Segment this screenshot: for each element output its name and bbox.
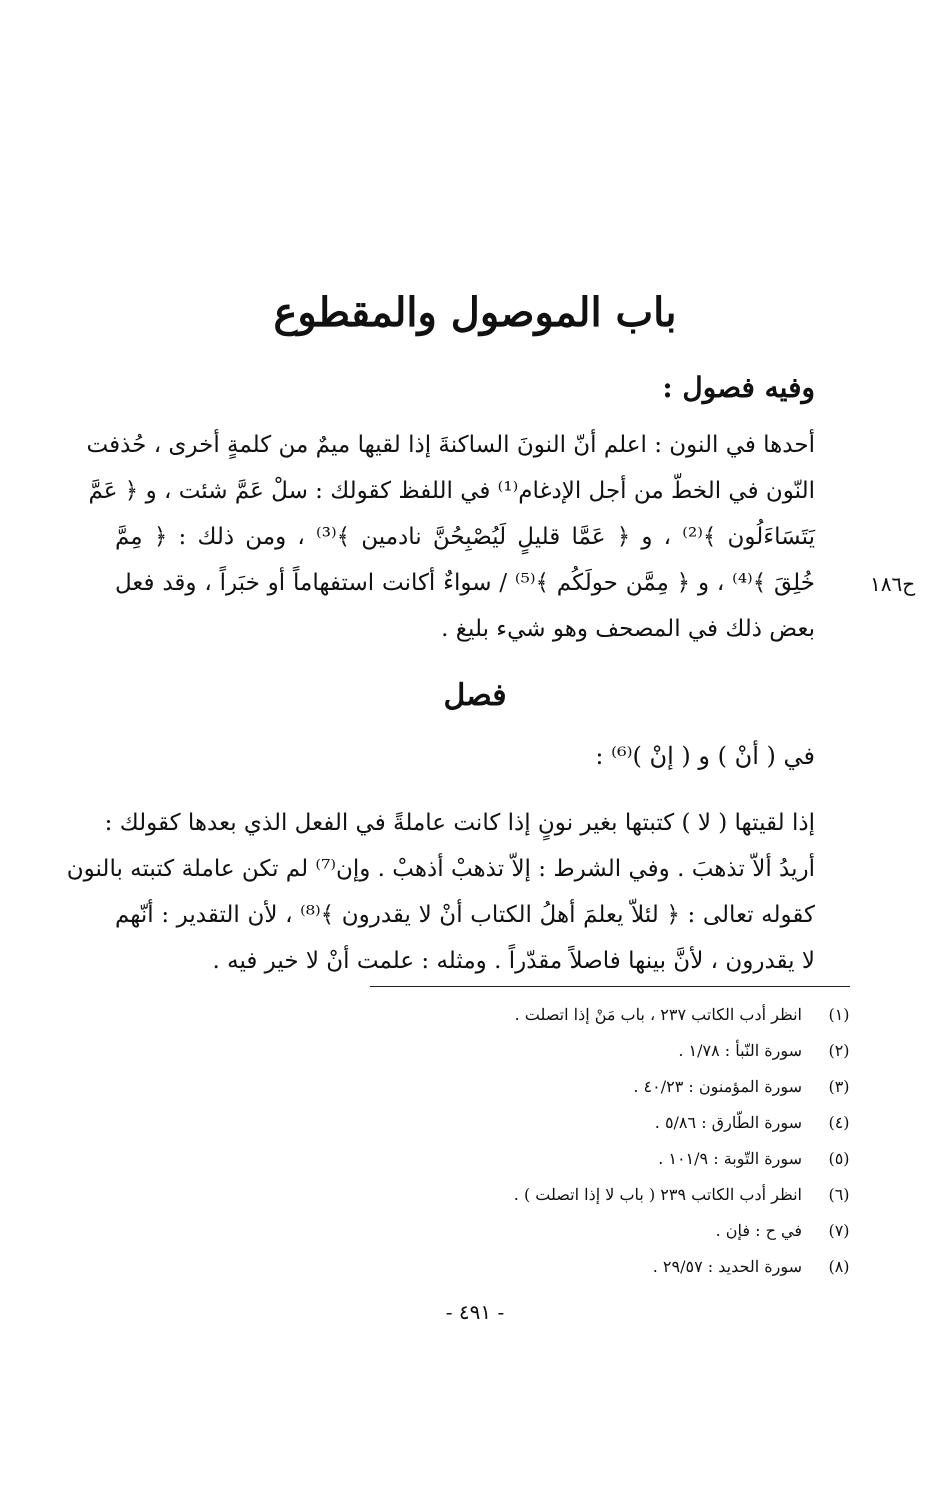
footnote-text: انظر أدب الكاتب ٢٣٩ ( باب لا إذا اتصلت ) . xyxy=(513,1184,802,1204)
footnote-number: (١) xyxy=(828,1004,850,1024)
footnote-text: سورة الحديد : ٢٩/٥٧ . xyxy=(652,1256,802,1276)
footnote xyxy=(102,1104,862,1140)
paragraph-line: يَتَسَاءَلُون ﴾⁽²⁾ ، و ﴿ عَمَّا قليلٍ لَيُصْبِحُنَّ نادمين ﴾⁽³⁾ ، ومن ذلك : ﴿ مِمَّ xyxy=(115,524,815,550)
footnote xyxy=(102,1140,862,1176)
footnote-text: سورة التّوبة : ١٠١/٩ . xyxy=(658,1148,802,1168)
footnote xyxy=(102,1032,862,1068)
footnote-text: في ح : فإن . xyxy=(715,1220,802,1240)
footnote xyxy=(102,1068,862,1104)
chapter-subheading: وفيه فصول : xyxy=(662,371,815,404)
footnote-number: (٣) xyxy=(828,1076,850,1096)
section-title: فصل xyxy=(443,678,507,713)
footnote-number: (٥) xyxy=(828,1148,850,1168)
footnote xyxy=(102,1176,862,1212)
footnote-text: سورة المؤمنون : ٤٠/٢٣ . xyxy=(633,1076,802,1096)
paragraph-nun xyxy=(86,422,816,652)
chapter-title: باب الموصول والمقطوع xyxy=(273,289,677,336)
paragraph-line: أريدُ ألاّ تذهبَ . وفي الشرط : إلاّ تذهبْ أذهبْ . وإن⁽⁷⁾ لم تكن عاملة كتبته بالنون xyxy=(66,856,815,882)
paragraph-line: خُلِقَ ﴾⁽⁴⁾ ، و ﴿ مِمَّن حولَكُم ﴾⁽⁵⁾ / سواءٌ أكانت استفهاماً أو خبَراً ، وقد فعل xyxy=(115,570,816,596)
paragraph-line: النّون في الخطّ من أجل الإدغام⁽¹⁾ في اللفظ كقولك : سلْ عَمَّ شئت ، و ﴿ عَمَّ xyxy=(88,478,815,504)
footnote xyxy=(102,1212,862,1248)
paragraph-line: كقوله تعالى : ﴿ لئلاّ يعلمَ أهلُ الكتاب أنْ لا يقدرون ﴾⁽⁸⁾ ، لأن التقدير : أنّهم xyxy=(115,902,815,928)
footnote-number: (٨) xyxy=(828,1256,850,1276)
footnote-text: انظر أدب الكاتب ٢٣٧ ، باب مَنْ إذا اتصلت . xyxy=(514,1004,802,1024)
footnote-number: (٧) xyxy=(828,1220,850,1240)
paragraph-line: لا يقدرون ، لأنَّ بينها فاصلاً مقدّراً . ومثله : علمت أنْ لا خير فيه . xyxy=(212,948,815,974)
footnotes-list xyxy=(102,996,862,1284)
manuscript-margin-note: ح١٨٦ xyxy=(870,572,916,596)
paragraph-line: إذا لقيتها ( لا ) كتبتها بغير نونٍ إذا كانت عاملةً في الفعل الذي بعدها كقولك : xyxy=(104,810,815,836)
footnote-number: (٦) xyxy=(828,1184,850,1204)
page-number: - ٤٩١ - xyxy=(445,1300,505,1324)
footnote xyxy=(102,996,862,1032)
footnote-text: سورة النّبأ : ١/٧٨ . xyxy=(678,1040,802,1060)
footnote-divider xyxy=(370,986,850,987)
footnote-number: (٢) xyxy=(828,1040,850,1060)
paragraph-line: بعض ذلك في المصحف وهو شيء بليغ . xyxy=(441,616,815,642)
footnote-number: (٤) xyxy=(828,1112,850,1132)
paragraph-an-in xyxy=(66,800,815,984)
section-subheading: في ( أنْ ) و ( إنْ )⁽⁶⁾ : xyxy=(595,742,815,770)
paragraph-line: أحدها في النون : اعلم أنّ النونَ الساكنةَ إذا لقيها ميمٌ من كلمةٍ أخرى ، حُذفت xyxy=(86,432,815,458)
footnote xyxy=(102,1248,862,1284)
footnote-text: سورة الطّارق : ٥/٨٦ . xyxy=(654,1112,802,1132)
